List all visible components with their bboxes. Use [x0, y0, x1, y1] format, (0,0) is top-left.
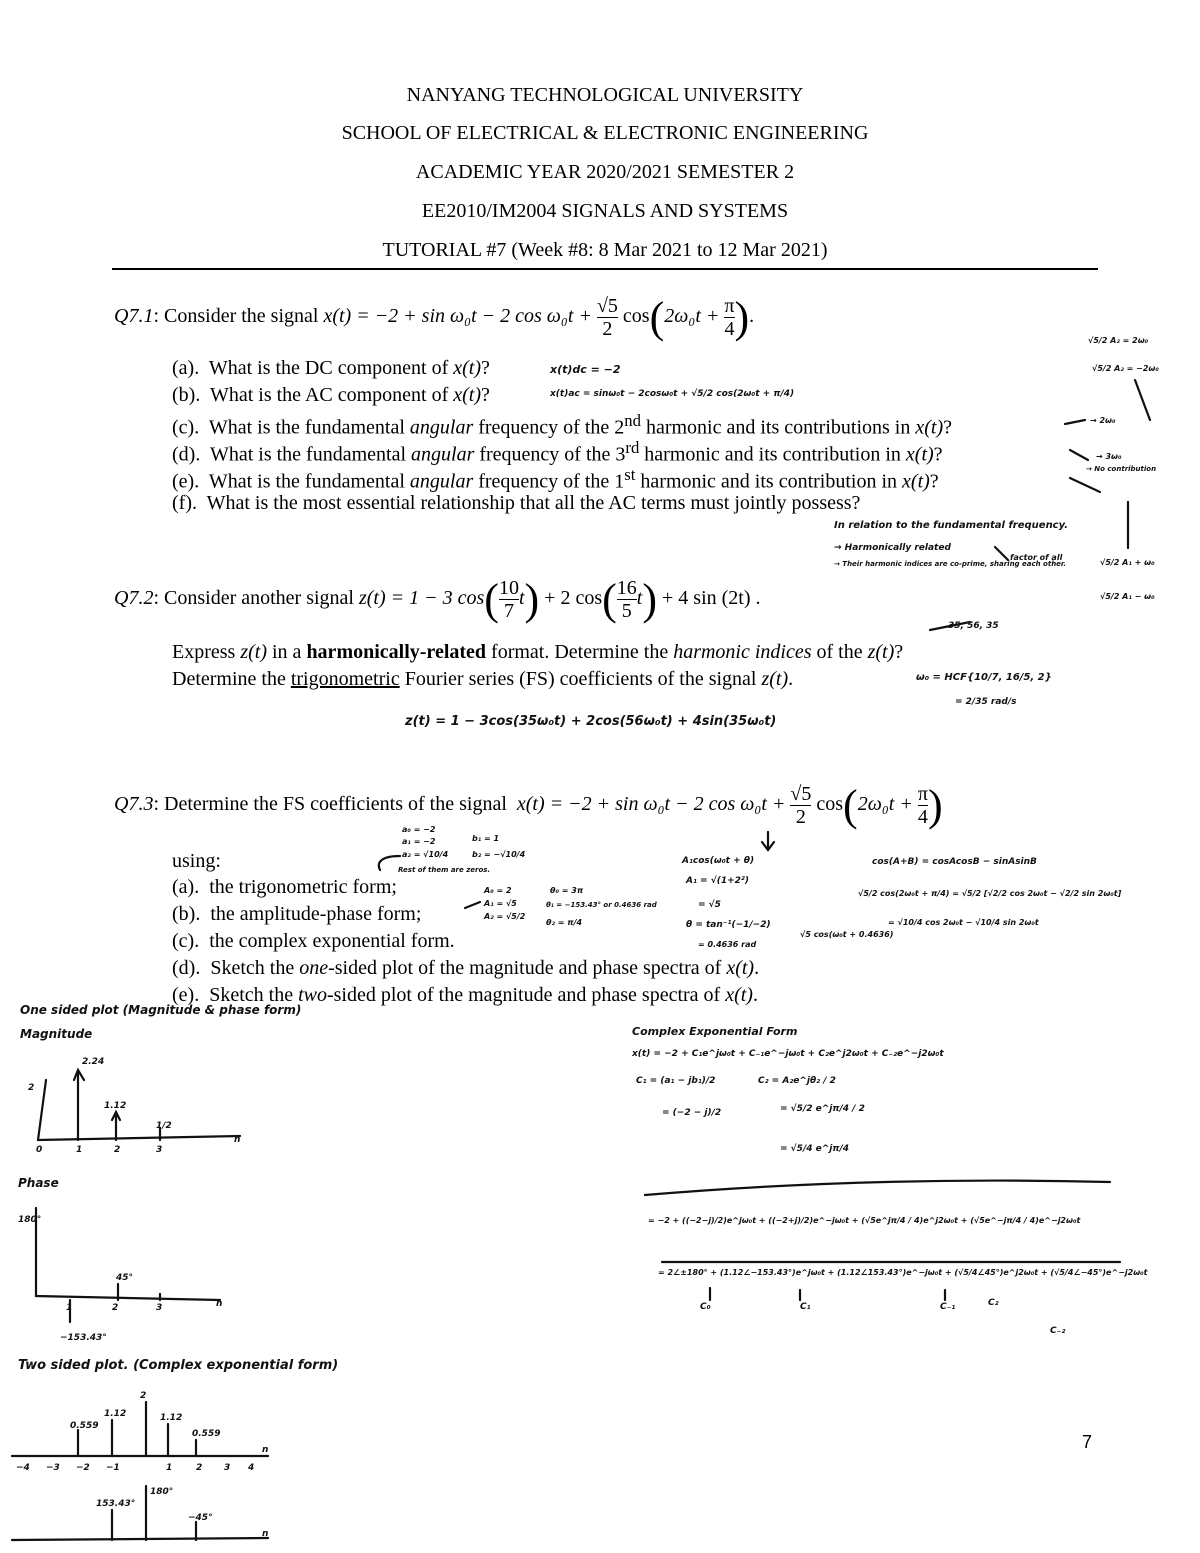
- hw-complex-8: = 2∠±180° + (1.12∠−153.43°)e^jω₀t + (1.12∠153.43°)e^−jω₀t + (√5/4∠45°)e^j2ω₀t + (√5/4∠−45°)e^−j2ω₀t: [658, 1268, 1148, 1277]
- hw-amp-A1b: A₁ = √(1+2²): [686, 876, 749, 886]
- hw-right-2: √5/2 A₂ = −2ω₀: [1092, 364, 1159, 373]
- hw-cm2-label: C₋₂: [1050, 1326, 1066, 1336]
- q1-part-c-var: x(t): [915, 416, 944, 439]
- ts-phase-n45: −45°: [188, 1513, 213, 1523]
- q3-part-a-text: the trigonometric form;: [209, 876, 397, 898]
- hw-relation-1: In relation to the fundamental frequency.: [834, 520, 1069, 531]
- hw-amp-A1c: = √5: [698, 900, 721, 910]
- q2-intro: : Consider another signal: [153, 587, 354, 610]
- q1-part-c-mid: frequency of the 2: [473, 416, 625, 439]
- q2-t1: t: [518, 587, 525, 610]
- q3-part-e-label: (e).: [172, 984, 200, 1006]
- phase-axes: [36, 1208, 220, 1300]
- q1-part-e-post: harmonic and its contribution in: [635, 470, 903, 493]
- hw-amp-general: A₁cos(ω₀t + θ): [682, 856, 755, 866]
- q3-formula-lhs: x(t) = −2 + sin ω₀t − 2 cos ω₀t +: [516, 793, 786, 816]
- q2-l1-var2: z(t): [867, 641, 895, 663]
- q1-cos: cos: [622, 305, 650, 328]
- hw-amp-A0: A₀ = 2: [484, 886, 512, 895]
- q3-part-e-var: x(t): [725, 984, 753, 1006]
- q3-pi-den: 4: [917, 806, 928, 828]
- q1-part-a-var: x(t): [453, 357, 482, 379]
- q3-part-b-label: (b).: [172, 903, 201, 925]
- q1-part-c-text: What is the fundamental: [208, 416, 410, 439]
- q1-frac-num: √5: [596, 295, 618, 317]
- q1-part-a-text: What is the DC component of: [208, 357, 454, 379]
- q1-part-e-sup: st: [624, 465, 636, 484]
- arrow-factor: [995, 547, 1008, 560]
- ts-phase-n: n: [262, 1529, 269, 1539]
- q2-rparen-1: ): [524, 575, 540, 624]
- q3-part-d-em: one: [299, 957, 329, 979]
- mag-tick-1: 1: [76, 1145, 83, 1155]
- university-name: NANYANG TECHNOLOGICAL UNIVERSITY: [406, 84, 804, 106]
- school-name: SCHOOL OF ELECTRICAL & ELECTRONIC ENGINEERING: [341, 122, 869, 144]
- mag-tick-3: 3: [156, 1145, 163, 1155]
- q1-frac-den: 2: [602, 318, 613, 340]
- q3-part-c-text: the complex exponential form.: [209, 930, 455, 952]
- hw-complex-1: x(t) = −2 + C₁e^jω₀t + C₋₁e^−jω₀t + C₂e^j2ω₀t + C₋₂e^−j2ω₀t: [632, 1049, 944, 1059]
- q1-part-a-label: (a).: [172, 357, 200, 379]
- ts-tick-1: 1: [166, 1463, 173, 1473]
- hw-magnitude-title: Magnitude: [20, 1027, 93, 1041]
- q3-part-c-label: (c).: [172, 930, 200, 952]
- mag-tick-2: 2: [114, 1145, 121, 1155]
- hw-complex-title: Complex Exponential Form: [632, 1025, 798, 1038]
- ts-tick-n3: −3: [46, 1463, 60, 1473]
- q1-part-d-var: x(t): [905, 443, 934, 466]
- phase-tick-3: 3: [156, 1303, 163, 1313]
- hw-trig-b2: b₂ = −√10/4: [472, 850, 526, 859]
- hw-cm1-label: C₋₁: [940, 1302, 956, 1312]
- hw-amp-A2: A₂ = √5/2: [484, 912, 526, 921]
- q2-l1-mid2: format. Determine the: [486, 641, 674, 663]
- brace-trig: [379, 856, 400, 870]
- ts-label-0559: 0.559: [70, 1421, 99, 1431]
- q2-l2-end: .: [788, 668, 794, 690]
- q1-part-c-end: ?: [943, 416, 952, 439]
- q2-l2-mid: Fourier series (FS) coefficients of the signal: [399, 668, 762, 690]
- mag-stems: [38, 1072, 160, 1140]
- q1-part-d-end: ?: [933, 443, 943, 466]
- q3-pi-num: π: [917, 783, 928, 805]
- q3-part-d-var: x(t): [726, 957, 755, 979]
- q3-part-d-end: .: [754, 957, 760, 979]
- q2-l2-pre: Determine the: [172, 668, 291, 690]
- q1-pi-num: π: [724, 295, 735, 317]
- q2-l1-em: harmonic indices: [673, 641, 812, 663]
- hw-amp-t1: θ₁ = −153.43° or 0.4636 rad: [546, 901, 657, 909]
- phase-label-n15343: −153.43°: [60, 1333, 107, 1343]
- q1-part-c-label: (c).: [172, 416, 200, 439]
- q3-part-d-label: (d).: [172, 957, 201, 979]
- hw-complex-7: = −2 + ((−2−j)/2)e^jω₀t + ((−2+j)/2)e^−jω₀t + (√5e^jπ/4 / 4)e^j2ω₀t + (√5e^−jπ/4 / 4)e^−j2ω₀t: [648, 1216, 1081, 1225]
- hw-c0-label: C₀: [700, 1302, 711, 1312]
- hw-cos-identity: cos(A+B) = cosAcosB − sinAsinB: [872, 857, 1037, 867]
- arrow-e: [1070, 478, 1100, 492]
- hw-right-3: → 2ω₀: [1090, 416, 1116, 425]
- ts-tick-n1: −1: [106, 1463, 120, 1473]
- q2-lparen-2: (: [602, 575, 617, 624]
- phase-label-n: n: [216, 1299, 223, 1309]
- q2-label: Q7.2: [114, 587, 154, 610]
- hw-complex-3: = (−2 − j)/2: [662, 1108, 722, 1118]
- q1-part-c-sup: nd: [624, 411, 641, 430]
- mag-arrowheads: [74, 1070, 120, 1120]
- hw-trig-a0: a₀ = −2: [402, 825, 436, 834]
- q3-part-b-text: the amplitude-phase form;: [210, 903, 422, 925]
- q1-part-d-sup: rd: [625, 438, 640, 457]
- ts-label-112b: 1.12: [160, 1413, 183, 1423]
- q1-part-d-post: harmonic and its contribution in: [639, 443, 906, 466]
- hw-right-1: √5/2 A₂ = 2ω₀: [1088, 336, 1149, 345]
- mag-label-2: 2: [28, 1083, 35, 1093]
- q3-using: using:: [172, 850, 221, 872]
- hw-trig-a2: a₂ = √10/4: [402, 850, 449, 859]
- hw-c1-label: C₁: [800, 1302, 811, 1312]
- phase-tick-2: 2: [112, 1303, 119, 1313]
- q3-part-e-em: two: [298, 984, 327, 1006]
- brace-amp: [465, 902, 480, 908]
- hw-right-7: √5/2 A₁ − ω₀: [1100, 592, 1155, 601]
- hw-relation-2: → Harmonically related: [834, 543, 951, 553]
- hw-amp-theta: θ = tan⁻¹(−1/−2): [686, 920, 771, 930]
- q3-label: Q7.3: [114, 793, 154, 816]
- q2-formula-b: + 2 cos: [544, 587, 603, 610]
- ts-tick-n2: −2: [76, 1463, 90, 1473]
- q1-part-e-mid: frequency of the 1: [473, 470, 625, 493]
- arrow-d: [1070, 450, 1088, 460]
- ts-label-112a: 1.12: [104, 1409, 127, 1419]
- q1-formula-lhs: x(t) = −2 + sin ω₀t − 2 cos ω₀t +: [323, 305, 592, 328]
- ts-label-0559b: 0.559: [192, 1429, 221, 1439]
- q3-arg: 2ω₀t +: [857, 793, 913, 816]
- ts-tick-4: 4: [248, 1463, 255, 1473]
- q1-part-d-text: What is the fundamental: [209, 443, 412, 466]
- ts-label-2: 2: [140, 1391, 147, 1401]
- c-labels-arrows: [710, 1288, 945, 1300]
- hw-cos-expand-2: = √10/4 cos 2ω₀t − √10/4 sin 2ω₀t: [888, 918, 1039, 927]
- hw-right-6: √5/2 A₁ + ω₀: [1100, 558, 1155, 567]
- tutorial-title: TUTORIAL #7 (Week #8: 8 Mar 2021 to 12 Mar 2021): [382, 239, 828, 261]
- mag-label-112: 1.12: [104, 1101, 127, 1111]
- q3-frac-den: 2: [795, 806, 806, 828]
- q2-l1-end: ?: [894, 641, 904, 663]
- ts-label-n: n: [262, 1445, 269, 1455]
- q3-part-d-pre: Sketch the: [210, 957, 300, 979]
- q1-intro: : Consider the signal: [153, 305, 319, 328]
- hw-dc-answer: x(t)dc = −2: [550, 363, 621, 376]
- hw-trig-a1: a₁ = −2: [402, 837, 436, 846]
- q1-label: Q7.1: [114, 305, 154, 328]
- q2-lparen-1: (: [484, 575, 499, 624]
- hw-complex-5: = √5/2 e^jπ/4 / 2: [780, 1104, 865, 1114]
- q2-f1-den: 7: [503, 600, 514, 622]
- hw-complex-2: C₁ = (a₁ − jb₁)/2: [636, 1076, 716, 1086]
- arrow-sin-term: [762, 832, 774, 850]
- phase-label-45: 45°: [116, 1273, 134, 1283]
- ts-phase-180: 180°: [150, 1487, 174, 1497]
- hw-amp-theta2: = 0.4636 rad: [698, 940, 757, 949]
- q3-intro: : Determine the FS coefficients of the signal: [153, 793, 507, 816]
- mag-label-n: n: [234, 1135, 241, 1145]
- hw-amp-t2: θ₂ = π/4: [546, 918, 583, 927]
- academic-year: ACADEMIC YEAR 2020/2021 SEMESTER 2: [415, 161, 795, 183]
- hw-two-sided-title: Two sided plot. (Complex exponential form): [18, 1358, 339, 1373]
- q1-part-c-post: harmonic and its contributions in: [640, 416, 916, 439]
- q2-l1-pre: Express: [172, 641, 241, 663]
- q1-rparen: ): [734, 293, 750, 342]
- q1-part-f-text: What is the most essential relationship that all the AC terms must jointly possess?: [206, 492, 861, 514]
- q1-part-d-em: angular: [411, 443, 475, 466]
- phase-tick-1: 1: [66, 1303, 73, 1313]
- q2-l1-post: of the: [811, 641, 868, 663]
- ts-tick-n4: −4: [16, 1463, 30, 1473]
- hw-amp-result: √5 cos(ω₀t + 0.4636): [800, 930, 894, 939]
- q2-t2: t: [636, 587, 643, 610]
- q1-part-c-em: angular: [409, 416, 474, 439]
- q2-l1-mid: in a: [267, 641, 307, 663]
- q2-f2-num: 16: [616, 577, 637, 599]
- q2-f2-den: 5: [621, 600, 632, 622]
- q2-formula-a: z(t) = 1 − 3 cos: [358, 587, 485, 610]
- q2-l1-bold: harmonically-related: [306, 641, 487, 663]
- q1-part-a-end: ?: [481, 357, 490, 379]
- q2-l2-var: z(t): [761, 668, 789, 690]
- hw-relation-3: → Their harmonic indices are co-prime, sharing each other.: [834, 560, 1067, 568]
- q1-end: .: [749, 305, 755, 328]
- hw-z-expression: z(t) = 1 − 3cos(35ω₀t) + 2cos(56ω₀t) + 4sin(35ω₀t): [405, 714, 777, 729]
- q1-part-e-em: angular: [409, 470, 474, 493]
- q3-cos: cos: [816, 793, 844, 816]
- ts-tick-2: 2: [196, 1463, 203, 1473]
- q3-rparen: ): [927, 781, 943, 830]
- hw-indices: 35, 56, 35: [948, 621, 999, 631]
- q1-arg: 2ω₀t +: [664, 305, 720, 328]
- q3-part-e-pre: Sketch the: [209, 984, 299, 1006]
- page-number: 7: [1082, 1432, 1093, 1452]
- q3-frac-num: √5: [790, 783, 812, 805]
- q2-l2-underline: trigonometric: [290, 668, 400, 690]
- hw-c2-label: C₂: [988, 1298, 999, 1308]
- hw-ac-answer: x(t)ac = sinω₀t − 2cosω₀t + √5/2 cos(2ω₀t + π/4): [550, 389, 795, 399]
- mag-tick-0: 0: [36, 1145, 43, 1155]
- arrow-c: [1065, 420, 1085, 424]
- q1-part-e-var: x(t): [902, 470, 930, 493]
- q3-part-e-post: -sided plot of the magnitude and phase spectra of: [326, 984, 726, 1006]
- mag-label-half: 1/2: [156, 1121, 172, 1131]
- q3-part-d-post: -sided plot of the magnitude and phase spectra of: [328, 957, 727, 979]
- q1-part-b-text: What is the AC component of: [209, 384, 454, 406]
- hw-w0-value: = 2/35 rad/s: [955, 697, 1017, 707]
- q1-part-b-label: (b).: [172, 384, 201, 406]
- q1-part-b-var: x(t): [453, 384, 482, 406]
- hw-amp-A1: A₁ = √5: [484, 899, 517, 908]
- q3-part-e-end: .: [752, 984, 758, 1006]
- q3-lparen: (: [843, 781, 858, 830]
- hw-complex-6: = √5/4 e^jπ/4: [780, 1144, 850, 1154]
- q2-formula-c: + 4 sin (2t) .: [662, 587, 761, 610]
- q1-part-b-end: ?: [481, 384, 490, 406]
- mag-axis-x: [38, 1136, 240, 1140]
- q2-f1-num: 10: [498, 577, 519, 599]
- q1-lparen: (: [649, 293, 665, 342]
- q1-part-d-label: (d).: [172, 443, 201, 466]
- hw-factor: factor of all: [1010, 553, 1063, 562]
- mag-label-224: 2.24: [82, 1057, 105, 1067]
- ts-phase-15343: 153.43°: [96, 1499, 136, 1509]
- hw-trig-note: Rest of them are zeros.: [398, 866, 491, 874]
- q1-part-e-text: What is the fundamental: [208, 470, 410, 493]
- strike-line: [645, 1181, 1110, 1195]
- q1-pi-den: 4: [724, 318, 735, 340]
- hw-phase-title: Phase: [18, 1176, 59, 1190]
- hw-cos-expand: √5/2 cos(2ω₀t + π/4) = √5/2 [√2/2 cos 2ω₀t − √2/2 sin 2ω₀t]: [858, 889, 1122, 898]
- q1-part-e-label: (e).: [172, 470, 200, 493]
- arrow-indices: [930, 622, 970, 630]
- hw-amp-t0: θ₀ = 3π: [550, 886, 584, 895]
- course-title: EE2010/IM2004 SIGNALS AND SYSTEMS: [421, 200, 789, 222]
- hw-one-sided-title: One sided plot (Magnitude & phase form): [20, 1003, 302, 1017]
- hw-complex-4: C₂ = A₂e^jθ₂ / 2: [758, 1076, 836, 1086]
- hw-trig-b1: b₁ = 1: [472, 834, 500, 843]
- q1-part-d-mid: frequency of the 3: [474, 443, 626, 466]
- hw-right-4: → 3ω₀: [1096, 452, 1122, 461]
- hw-w0: ω₀ = HCF{10/7, 16/5, 2}: [916, 672, 1052, 683]
- q2-rparen-2: ): [642, 575, 657, 624]
- ts-tick-3: 3: [224, 1463, 231, 1473]
- phase-label-180: 180°: [18, 1215, 42, 1225]
- q3-part-a-label: (a).: [172, 876, 200, 898]
- q1-part-e-end: ?: [929, 470, 939, 493]
- hw-right-5: → No contribution: [1086, 465, 1157, 473]
- arrow-c-link: [1135, 380, 1150, 420]
- q2-l1-var: z(t): [240, 641, 267, 663]
- ts-phase-axis: [12, 1538, 268, 1540]
- q1-part-f-label: (f).: [172, 492, 197, 514]
